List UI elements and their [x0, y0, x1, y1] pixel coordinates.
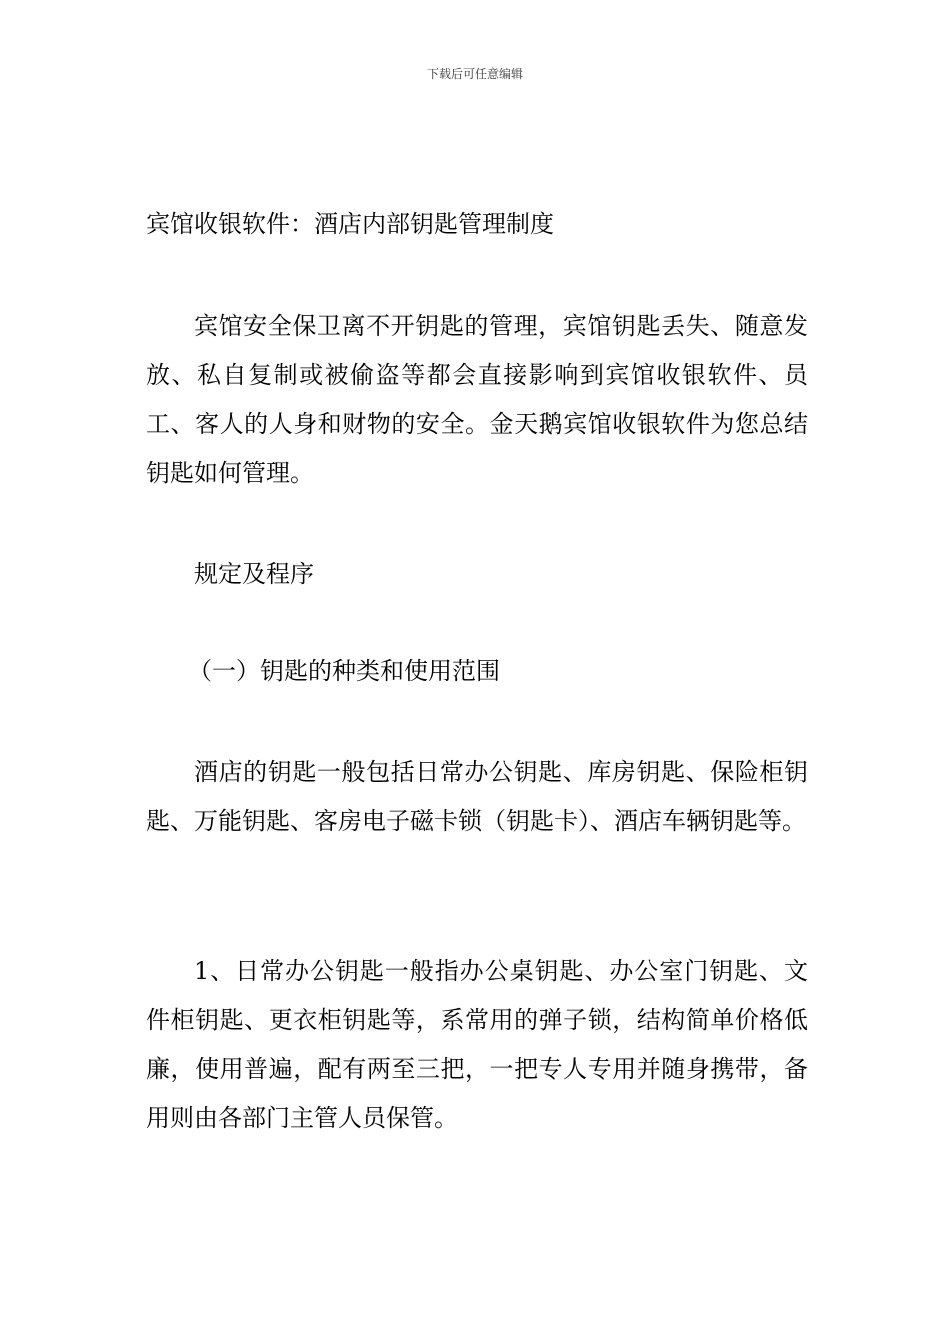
- header-note: 下载后可任意编辑: [426, 67, 523, 81]
- document-title: 宾馆收银软件：酒店内部钥匙管理制度: [146, 210, 554, 238]
- section-heading: 规定及程序: [194, 560, 314, 588]
- subsection-heading: （一）钥匙的种类和使用范围: [188, 657, 500, 685]
- key-types-paragraph: 酒店的钥匙一般包括日常办公钥匙、库房钥匙、保险柜钥匙、万能钥匙、客房电子磁卡锁（钥匙卡）、酒店车辆钥匙等。: [146, 758, 808, 835]
- daily-office-keys-paragraph: 1、日常办公钥匙一般指办公桌钥匙、办公室门钥匙、文件柜钥匙、更衣柜钥匙等，系常用的弹子锁，结构简单价格低廉，使用普遍，配有两至三把，一把专人专用并随身携带，备用则由各部门主管人员保管。: [146, 957, 808, 1132]
- intro-paragraph: 宾馆安全保卫离不开钥匙的管理，宾馆钥匙丢失、随意发放、私自复制或被偷盗等都会直接影响到宾馆收银软件、员工、客人的人身和财物的安全。金天鹅宾馆收银软件为您总结钥匙如何管理。: [146, 312, 808, 487]
